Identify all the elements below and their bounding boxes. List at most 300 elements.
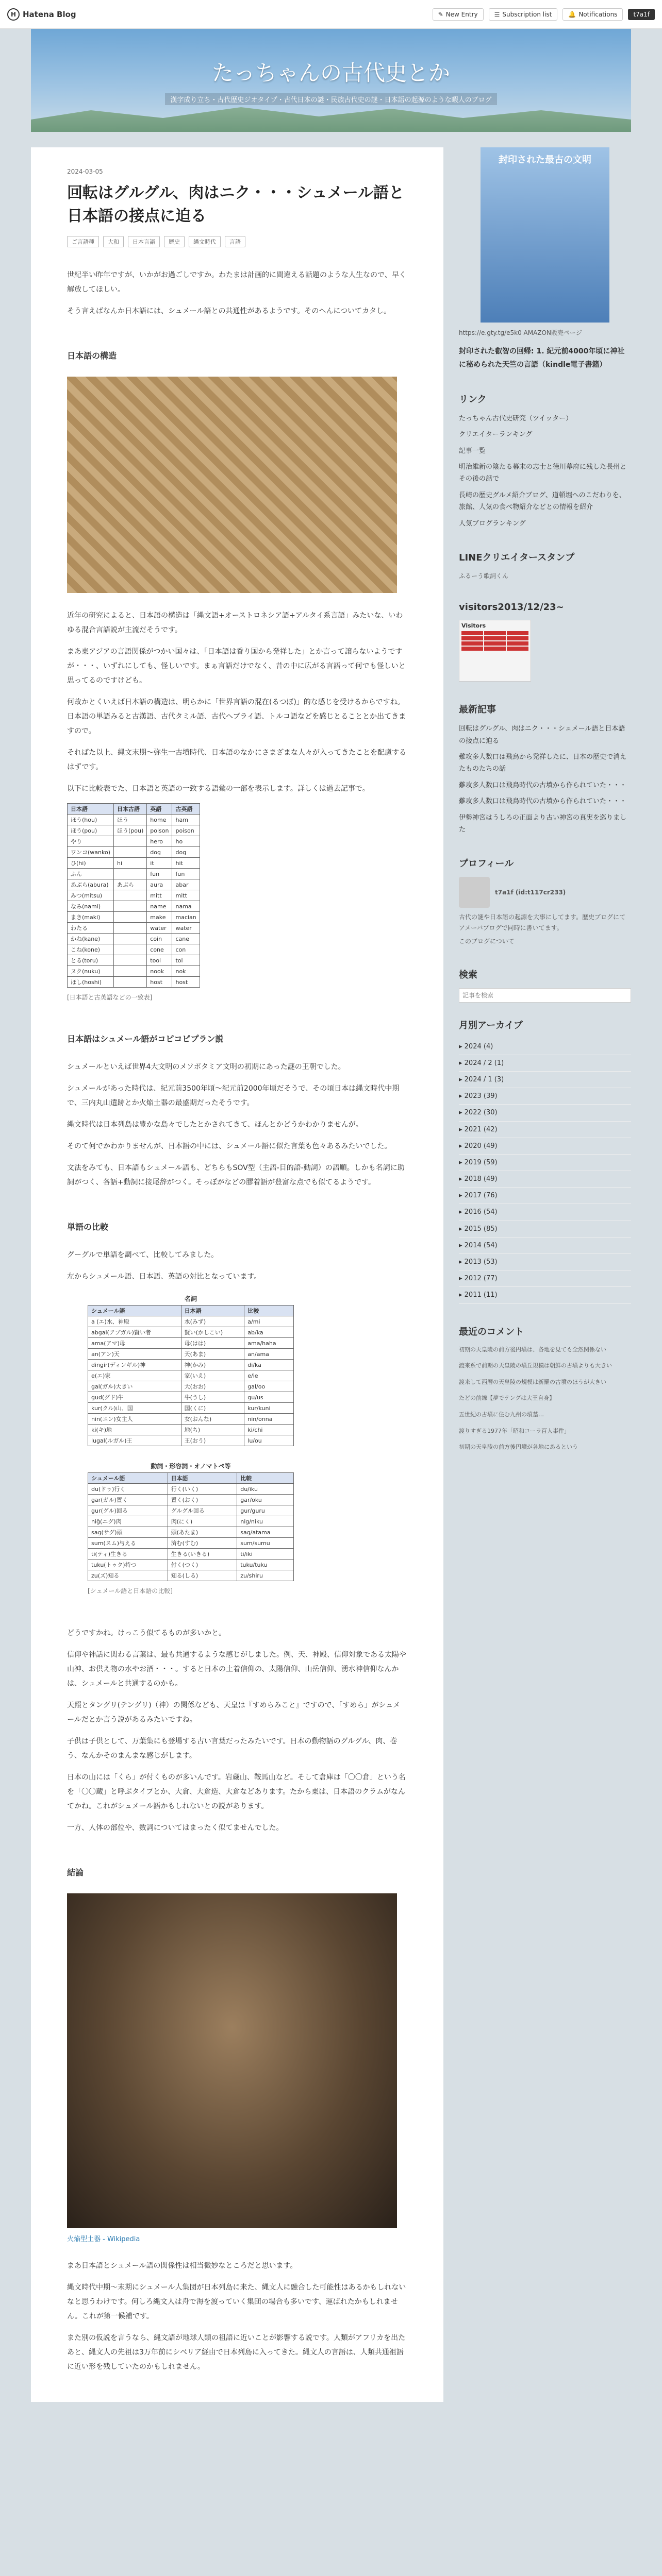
- comments-heading: 最近のコメント: [459, 1326, 524, 1337]
- table-cell: water: [172, 923, 200, 934]
- table-cell: 知る(しる): [168, 1570, 237, 1581]
- category-tag[interactable]: 言語: [225, 236, 245, 247]
- category-list: [67, 236, 407, 247]
- table-cell: name: [147, 901, 172, 912]
- table-cell: こね(kone): [68, 944, 114, 955]
- paragraph: 縄文時代中期〜末期にシュメール人集団が日本列島に来た、縄文人に融合した可能性はあるかもしれないなと思うわけです。何しろ縄文人は舟で海を渡っていく集団の場合も多いです、運ばれたかもしれません。これが第一候補です。: [67, 2283, 406, 2320]
- table-cell: kur(クル)山、国: [88, 1403, 181, 1414]
- table-cell: macian: [172, 912, 200, 923]
- table-cell: tuku(トゥク)持つ: [88, 1560, 168, 1570]
- archive-item[interactable]: ▸ 2012 (77): [459, 1270, 631, 1287]
- sidebar-link[interactable]: クリエイターランキング: [459, 431, 533, 439]
- recent-entry-link[interactable]: 回転はグルグル、肉はニク・・・シュメール語と日本語の接点に迫る: [459, 725, 625, 745]
- table-cell: an/ama: [244, 1349, 294, 1360]
- table-cell: わたる: [68, 923, 114, 934]
- table-header-cell: 日本語: [168, 1473, 237, 1484]
- paragraph: 信仰や神話に関わる言葉は、最も共通するような感じがしました。例、天、神殿、信仰対象である太陽や山神、お供え物の水やお酒・・・。すると日本の土着信仰の、太陽信仰、山岳信仰、湧水神信仰なんかは、シュメールと共通するのかも。: [67, 1651, 406, 1688]
- table-cell: 母(はは): [181, 1338, 244, 1349]
- table-cell: ho: [172, 836, 200, 847]
- word-comparison-table: [67, 803, 200, 988]
- recent-entry-link[interactable]: 難攻多人数口は飛鳥時代の古墳から作られていた・・・: [459, 781, 627, 789]
- table-title: 名詞: [184, 1295, 197, 1302]
- table-cell: [114, 977, 147, 988]
- archive-item[interactable]: ▸ 2022 (30): [459, 1105, 631, 1121]
- comment-item[interactable]: 渡来して西暦の天皇陵の規模は新羅の古墳のほうが大きい: [459, 1378, 606, 1385]
- table-title: 動詞・形容詞・オノマトペ等: [151, 1463, 231, 1470]
- table-cell: ワンコ(wanko): [68, 847, 114, 858]
- entry-date[interactable]: 2024-03-05: [67, 168, 103, 175]
- archive-item[interactable]: ▸ 2021 (42): [459, 1122, 631, 1138]
- table-cell: ほし(hoshi): [68, 977, 114, 988]
- search-heading: 検索: [459, 969, 477, 980]
- table-cell: 水(みず): [181, 1316, 244, 1327]
- table-cell: tool: [147, 955, 172, 966]
- pencil-icon: ✎: [438, 10, 443, 18]
- table-header-cell: 比較: [237, 1473, 294, 1484]
- blog-description: 漢字成り立ち・古代歴史ジオタイプ・古代日本の謎・民族古代史の謎・日本語の起源のような暇人のブログ: [165, 93, 496, 105]
- table-cell: とる(toru): [68, 955, 114, 966]
- table-row: [68, 847, 200, 858]
- noun-comparison-table: [88, 1305, 294, 1446]
- category-tag[interactable]: 日本言語: [128, 236, 160, 247]
- bell-icon: 🔔: [568, 10, 576, 18]
- table-cell: a/mi: [244, 1316, 294, 1327]
- table-cell: nig/niku: [237, 1516, 294, 1527]
- table-cell: [114, 901, 147, 912]
- table-header-row: [68, 804, 200, 815]
- sidebar-link[interactable]: 長崎の歴史グルメ紹介ブログ、道頓堀へのこだわりを、旅館、人気の食べ物紹介などとの情報を紹介: [459, 491, 626, 512]
- table-cell: tuku/tuku: [237, 1560, 294, 1570]
- table-cell: dingir(ディンギル)神: [88, 1360, 181, 1370]
- table-cell: ほう: [114, 815, 147, 825]
- table-cell: it: [147, 858, 172, 869]
- table-cell: tol: [172, 955, 200, 966]
- table-header-cell: 日本古語: [114, 804, 147, 815]
- table-row: [88, 1349, 294, 1360]
- table-row: [88, 1549, 294, 1560]
- table-cell: nook: [147, 966, 172, 977]
- table-cell: [114, 923, 147, 934]
- table-row: [68, 901, 200, 912]
- table-cell: zu(ズ)知る: [88, 1570, 168, 1581]
- table-cell: 家(いえ): [181, 1370, 244, 1381]
- table-cell: mitt: [147, 890, 172, 901]
- comment-item[interactable]: 初期の天皇陵の前方後円墳は、各地を見ても全然関係ない: [459, 1346, 606, 1353]
- table-cell: lu/ou: [244, 1435, 294, 1446]
- table-cell: [114, 944, 147, 955]
- table-row: [88, 1516, 294, 1527]
- table-cell: 賢い(かしこい): [181, 1327, 244, 1338]
- table-header-row: [88, 1306, 294, 1316]
- about-blog-link[interactable]: このブログについて: [459, 938, 515, 945]
- table-cell: sum/sumu: [237, 1538, 294, 1549]
- category-tag[interactable]: 歴史: [164, 236, 185, 247]
- table-cell: hi: [114, 858, 147, 869]
- profile-description: 古代の謎や日本語の起源を大事にしてます。歴史ブログにてアメーバブログで同時に書いてます。: [459, 913, 626, 931]
- notifications-label: Notifications: [578, 10, 618, 18]
- table-row: [68, 815, 200, 825]
- table-cell: cane: [172, 934, 200, 944]
- table-row: [68, 869, 200, 879]
- table-cell: [114, 847, 147, 858]
- table-cell: coin: [147, 934, 172, 944]
- table-row: [68, 836, 200, 847]
- table-cell: gal/oo: [244, 1381, 294, 1392]
- recent-entry-link[interactable]: 伊勢神宮はうしろの正面より古い神宮の真実を巡りました: [459, 814, 627, 834]
- table-cell: 済む(すむ): [168, 1538, 237, 1549]
- archive-heading: 月別アーカイブ: [459, 1020, 523, 1031]
- table-cell: あぶら: [114, 879, 147, 890]
- archive-item[interactable]: ▸ 2014 (54): [459, 1238, 631, 1254]
- book-link[interactable]: https://e.gty.tg/e5k0 AMAZON販売ページ: [459, 329, 582, 336]
- table-cell: ki(キ)地: [88, 1425, 181, 1435]
- blog-title[interactable]: たっちゃんの古代史とか: [211, 60, 450, 86]
- recent-entry-link[interactable]: 難攻多人数口は飛鳥から発祥したに、日本の歴史で消えたものたちの話: [459, 753, 627, 773]
- table-header-cell: 比較: [244, 1306, 294, 1316]
- table-row: [88, 1381, 294, 1392]
- line-heading: LINEクリエイタースタンプ: [459, 552, 575, 563]
- archive-item[interactable]: ▸ 2024 / 1 (3): [459, 1072, 631, 1088]
- table-cell: [114, 890, 147, 901]
- verb-comparison-table: [88, 1472, 294, 1581]
- sidebar-link[interactable]: 明治維新の陰たる幕末の志士と徳川幕府に残した長州とその後の話で: [459, 463, 627, 483]
- table-header-cell: 英語: [147, 804, 172, 815]
- table-cell: かね(kane): [68, 934, 114, 944]
- table-cell: ひ(hi): [68, 858, 114, 869]
- table-header-cell: シュメール語: [88, 1306, 181, 1316]
- table-cell: gar/oku: [237, 1495, 294, 1505]
- table-cell: [114, 966, 147, 977]
- table-cell: gur(グル)回る: [88, 1505, 168, 1516]
- table-cell: aura: [147, 879, 172, 890]
- table-cell: cone: [147, 944, 172, 955]
- paragraph: どうですかね。けっこう似てるものが多いかと。: [67, 1629, 226, 1637]
- table-header-cell: 古英語: [172, 804, 200, 815]
- paragraph: 縄文時代は日本列島は豊かな島々でしたとかされてきて、ほんとかどうかわかりませんが。: [67, 1121, 363, 1129]
- top-navigation-bar: [0, 0, 662, 29]
- table-cell: 王(おう): [181, 1435, 244, 1446]
- table-cell: gu/us: [244, 1392, 294, 1403]
- table-cell: 行く(いく): [168, 1484, 237, 1495]
- table-cell: abgal(アブガル)賢い者: [88, 1327, 181, 1338]
- book-description[interactable]: 封印された叡智の回帰: 1. 紀元前4000年頃に神社に秘められた天竺の言語（kindle電子書籍）: [459, 347, 625, 369]
- paragraph: グーグルで単語を調べて、比較してみました。: [67, 1251, 219, 1259]
- table-cell: 国(くに): [181, 1403, 244, 1414]
- archive-item[interactable]: ▸ 2011 (11): [459, 1287, 631, 1303]
- table-cell: kur/kuni: [244, 1403, 294, 1414]
- table-cell: 地(ち): [181, 1425, 244, 1435]
- table-cell: sum(スム)与える: [88, 1538, 168, 1549]
- new-entry-label: New Entry: [445, 10, 478, 18]
- paragraph: 以下に比較表でた、日本語と英語の一致する語彙の一部を表示します。詳しくは過去記事で。: [67, 785, 370, 793]
- table-header-cell: シュメール語: [88, 1473, 168, 1484]
- table-row: [88, 1360, 294, 1370]
- table-row: [68, 858, 200, 869]
- paragraph: また別の仮説を言うなら、縄文語が地球人類の祖語に近いことが影響する説です。人類がアフリカを出たあと、縄文人の先祖は3万年前にシベリア経由で日本列島に入ってきた。縄文人の言語は、人類共通祖語に近い形を残していたのかもしれません。: [67, 2334, 406, 2371]
- table-row: [68, 825, 200, 836]
- profile-heading: プロフィール: [459, 858, 514, 870]
- table-cell: e(エ)家: [88, 1370, 181, 1381]
- table-cell: home: [147, 815, 172, 825]
- table-cell: gal(ガル)大きい: [88, 1381, 181, 1392]
- category-tag[interactable]: ご言語種: [67, 236, 99, 247]
- search-input[interactable]: [459, 988, 631, 1003]
- table-cell: sag(サグ)頭: [88, 1527, 168, 1538]
- comment-item[interactable]: 渡来系で前期の天皇陵の墳丘規模は朝鮮の古墳よりも大きい: [459, 1362, 612, 1369]
- section-heading: 日本語の構造: [67, 351, 117, 361]
- archive-item[interactable]: ▸ 2018 (49): [459, 1171, 631, 1188]
- table-cell: 頭(あたま): [168, 1527, 237, 1538]
- table-cell: 肉(にく): [168, 1516, 237, 1527]
- table-cell: make: [147, 912, 172, 923]
- table-cell: ヌク(nuku): [68, 966, 114, 977]
- table-cell: 天(あま): [181, 1349, 244, 1360]
- table-cell: 置く(おく): [168, 1495, 237, 1505]
- table-cell: du/iku: [237, 1484, 294, 1495]
- sidebar-link[interactable]: たっちゃん古代史研究（ツイッター）: [459, 414, 573, 422]
- table-cell: host: [172, 977, 200, 988]
- table-cell: con: [172, 944, 200, 955]
- table-cell: ほう(pou): [114, 825, 147, 836]
- sidebar-link[interactable]: 人気ブログランキング: [459, 519, 526, 528]
- table-cell: a (エ)水、神殿: [88, 1316, 181, 1327]
- profile-id[interactable]: t7a1f (id:t117cr233): [495, 889, 566, 896]
- table-cell: an(アン)天: [88, 1349, 181, 1360]
- table-cell: やり: [68, 836, 114, 847]
- paragraph: 日本の山には「くら」が付くものが多いんです。岩蔵山、鞍馬山など。そして倉庫は「〇〇倉」という名を「〇〇蔵」と呼ぶタイプとか、大倉、大倉造、大倉などあります。たから東は、日本語のクラムがなんてかね。これがシュメール語かもしれないとの説があります。: [67, 1773, 406, 1810]
- subscription-list-label: Subscription list: [502, 10, 552, 18]
- paragraph: そう言えばなんか日本語には、シュメール語との共通性があるようです。そのへんについてカタし。: [67, 307, 391, 315]
- archive-item[interactable]: ▸ 2016 (54): [459, 1204, 631, 1221]
- user-menu[interactable]: t7a1f: [628, 9, 655, 20]
- paragraph: 一方、人体の部位や、数詞についてはまったく似てませんでした。: [67, 1824, 284, 1832]
- table-cell: ti/iki: [237, 1549, 294, 1560]
- table-cell: [114, 836, 147, 847]
- table-cell: みつ(mitsu): [68, 890, 114, 901]
- table-cell: ama(アマ)母: [88, 1338, 181, 1349]
- table-cell: ほう(pou): [68, 825, 114, 836]
- paragraph: 文法をみても、日本語もシュメール語も、どちらもSOV型（主語-目的語-動詞）の語順。しかも名詞に助詞がつく、各語+動詞に接尾辞がつく。そっぽがなどの膠着語が豊富な点でも似てるようです。: [67, 1164, 405, 1187]
- table-row: [88, 1570, 294, 1581]
- table-caption: [シュメール語と日本語の比較]: [88, 1587, 173, 1595]
- hatena-logo[interactable]: [7, 8, 76, 21]
- table-cell: abar: [172, 879, 200, 890]
- comment-item[interactable]: 初期の天皇陵の前方後円墳が各地にあるという: [459, 1444, 578, 1451]
- table-row: [68, 934, 200, 944]
- table-cell: fun: [172, 869, 200, 879]
- table-row: [88, 1538, 294, 1549]
- table-cell: poison: [147, 825, 172, 836]
- table-cell: host: [147, 977, 172, 988]
- table-cell: dog: [147, 847, 172, 858]
- table-row: [68, 966, 200, 977]
- paragraph: まあ日本語とシュメール語の関係性は相当微妙なところだと思います。: [67, 2262, 297, 2270]
- visitors-heading: visitors2013/12/23~: [459, 602, 564, 613]
- table-cell: ほう(hou): [68, 815, 114, 825]
- table-cell: ki/chi: [244, 1425, 294, 1435]
- table-row: [88, 1435, 294, 1446]
- section-heading: 日本語はシュメール語がコピコピプラン説: [67, 1034, 224, 1044]
- table-cell: [114, 955, 147, 966]
- table-cell: mitt: [172, 890, 200, 901]
- avatar[interactable]: [459, 877, 490, 908]
- paragraph: 子供は子供として、万葉集にも登場する古い言葉だったみたいです。日本の動物語のグルグル、肉、巻う、なんかそのまんまな感じがします。: [67, 1737, 398, 1760]
- table-cell: ama/haha: [244, 1338, 294, 1349]
- table-row: [88, 1338, 294, 1349]
- table-cell: gar(ガル)置く: [88, 1495, 168, 1505]
- paragraph: まあ東アジアの言語関係がつかい国々は、「日本語は香り国から発祥した」とか言って譲らないようですが・・・、いずれにしても、怪しいです。まぁ言語だけでなく、昔の中に広がる言語って何でも怪しいと思ってるのですけども。: [67, 648, 406, 685]
- table-cell: [114, 912, 147, 923]
- notifications-button[interactable]: [562, 8, 623, 21]
- section-text: [67, 1626, 407, 1835]
- table-cell: fun: [147, 869, 172, 879]
- comments-list: [459, 1345, 631, 1452]
- archive-item[interactable]: ▸ 2023 (39): [459, 1088, 631, 1105]
- table-cell: hit: [172, 858, 200, 869]
- table-cell: [114, 934, 147, 944]
- table-row: [88, 1370, 294, 1381]
- table-cell: poison: [172, 825, 200, 836]
- intro-text: [67, 268, 407, 318]
- paragraph: 何故かとくいえば日本語の構造は、明らかに「世界言語の混在(るつぼ)」的な感じを受けるからですね。日本語の単語みると古漢語、古代タミル語、古代ヘブライ語、トルコ語などを感じとることとか出てきますので。: [67, 698, 406, 735]
- hatena-icon: H: [7, 8, 20, 21]
- table-caption: [日本語と古英語などの一致表]: [67, 994, 153, 1001]
- table-cell: ふん: [68, 869, 114, 879]
- paragraph: 近年の研究によると、日本語の構造は「縄文語+オーストロネシア語+アルタイ系言語」みたいな、いわゆる混合言語説が主流だそうです。: [67, 612, 403, 634]
- paragraph: そのて何でかわかりませんが、日本語の中には、シュメール語に似た言葉も色々あるみたいでした。: [67, 1142, 392, 1150]
- article: [31, 147, 443, 2402]
- sidebar-link[interactable]: 記事一覧: [459, 447, 486, 455]
- comment-item[interactable]: たどの前線【夢でテングは大王自身】: [459, 1395, 555, 1402]
- visitor-counter: [459, 620, 531, 682]
- table-cell: グルグル回る: [168, 1505, 237, 1516]
- entry-title[interactable]: 回転はグルグル、肉はニク・・・シュメール語と日本語の接点に迫る: [67, 184, 404, 225]
- category-tag[interactable]: 縄文時代: [189, 236, 221, 247]
- archive-item[interactable]: ▸ 2020 (49): [459, 1138, 631, 1155]
- table-cell: 神(かみ): [181, 1360, 244, 1370]
- image-source-link[interactable]: 火焔型土器 - Wikipedia: [67, 2235, 140, 2243]
- table-row: [88, 1560, 294, 1570]
- recent-heading: 最新記事: [459, 704, 496, 716]
- paragraph: そればた以上、縄文末期〜弥生一古墳時代、日本語のなかにさまざまな人々が入ってきたことを配慮するはずです。: [67, 749, 406, 771]
- section-text: [67, 608, 407, 796]
- table-cell: ham: [172, 815, 200, 825]
- links-heading: リンク: [459, 394, 487, 405]
- table-row: [68, 879, 200, 890]
- table-row: [88, 1484, 294, 1495]
- recent-entry-link[interactable]: 難攻多人数口は飛鳥時代の古墳から作られていた・・・: [459, 798, 627, 806]
- recent-list: [459, 723, 631, 836]
- section-heading: 単語の比較: [67, 1222, 109, 1232]
- table-cell: water: [147, 923, 172, 934]
- table-row: [68, 923, 200, 934]
- table-row: [68, 890, 200, 901]
- table-cell: gur/guru: [237, 1505, 294, 1516]
- table-row: [68, 944, 200, 955]
- book-cover[interactable]: 封印された最古の文明: [481, 147, 609, 323]
- paragraph: シュメールといえば世界4大文明のメソポタミア文明の初期にあった謎の王朝でした。: [67, 1063, 345, 1071]
- table-cell: ab/ka: [244, 1327, 294, 1338]
- table-cell: nin(ニン)女主人: [88, 1414, 181, 1425]
- category-tag[interactable]: 大和: [103, 236, 124, 247]
- table-cell: di/ka: [244, 1360, 294, 1370]
- table-row: [68, 955, 200, 966]
- blog-header: [31, 29, 631, 132]
- table-cell: zu/shiru: [237, 1570, 294, 1581]
- table-cell: あぶら(abura): [68, 879, 114, 890]
- table-row: [88, 1527, 294, 1538]
- table-cell: 生きる(いきる): [168, 1549, 237, 1560]
- comment-item[interactable]: 渡りすぎる1977年「昭和コーラ百人事件」: [459, 1427, 570, 1434]
- table-row: [88, 1403, 294, 1414]
- table-cell: sag/atama: [237, 1527, 294, 1538]
- table-cell: なみ(nami): [68, 901, 114, 912]
- paragraph: 世紀半い昨年ですが、いかがお過ごしですか。わたまは計画的に間違える話題のような人生なので、早く解放してほしい。: [67, 271, 406, 294]
- links-list: [459, 413, 631, 530]
- archive-item[interactable]: ▸ 2017 (76): [459, 1188, 631, 1204]
- archive-item[interactable]: ▸ 2024 (4): [459, 1039, 631, 1055]
- archive-item[interactable]: ▸ 2019 (59): [459, 1155, 631, 1171]
- table-row: [88, 1495, 294, 1505]
- section-text: [67, 1248, 407, 1284]
- table-row: [68, 977, 200, 988]
- table-header-cell: 日本語: [68, 804, 114, 815]
- table-cell: nok: [172, 966, 200, 977]
- header-background: [31, 101, 631, 132]
- table-cell: du(ドゥ)行く: [88, 1484, 168, 1495]
- paragraph: シュメールがあった時代は、紀元前3500年頃〜紀元前2000年頃だそうで、その頃日本は縄文時代中期で、三内丸山遺跡とか火焔土器の最盛期だったそうです。: [67, 1084, 400, 1107]
- archive-list: [459, 1039, 631, 1304]
- table-cell: niĝ(ニグ)肉: [88, 1516, 168, 1527]
- table-cell: dog: [172, 847, 200, 858]
- brand-name: Hatena Blog: [23, 9, 76, 19]
- table-cell: 大(おお): [181, 1381, 244, 1392]
- woven-basket-image: [67, 377, 397, 593]
- table-header-cell: 日本語: [181, 1306, 244, 1316]
- archive-item[interactable]: ▸ 2024 / 2 (1): [459, 1055, 631, 1072]
- table-cell: e/ie: [244, 1370, 294, 1381]
- line-text[interactable]: ふるーう歌詞くん: [459, 572, 509, 580]
- section-heading: 結論: [67, 1868, 84, 1877]
- paragraph: 天照とタングリ(テングリ)（神）の関係なども、天皇は『すめらみこと』ですので、「すめら」がシュメールだとか言う説があるみたいですね。: [67, 1701, 401, 1724]
- counter-label: Visitors: [461, 622, 486, 630]
- table-cell: 女(おんな): [181, 1414, 244, 1425]
- table-cell: 付く(つく): [168, 1560, 237, 1570]
- table-cell: hero: [147, 836, 172, 847]
- archive-item[interactable]: ▸ 2013 (53): [459, 1254, 631, 1270]
- jomon-pottery-image[interactable]: [67, 1893, 397, 2228]
- table-row: [88, 1414, 294, 1425]
- subscription-list-button[interactable]: [489, 8, 558, 21]
- list-icon: ☰: [494, 10, 500, 18]
- table-cell: nin/onna: [244, 1414, 294, 1425]
- section-text: [67, 1060, 407, 1190]
- table-cell: gud(グド)牛: [88, 1392, 181, 1403]
- table-cell: ti(ティ)生きる: [88, 1549, 168, 1560]
- table-row: [88, 1316, 294, 1327]
- table-row: [88, 1425, 294, 1435]
- table-row: [88, 1392, 294, 1403]
- archive-item[interactable]: ▸ 2015 (85): [459, 1221, 631, 1238]
- table-row: [88, 1327, 294, 1338]
- comment-item[interactable]: 五世紀の古墳に住む九州の墳墓…: [459, 1411, 544, 1418]
- table-header-row: [88, 1473, 294, 1484]
- table-cell: [114, 869, 147, 879]
- new-entry-button[interactable]: [433, 8, 484, 21]
- table-row: [88, 1505, 294, 1516]
- paragraph: 左からシュメール語、日本語、英語の対比となっています。: [67, 1273, 261, 1281]
- table-row: [68, 912, 200, 923]
